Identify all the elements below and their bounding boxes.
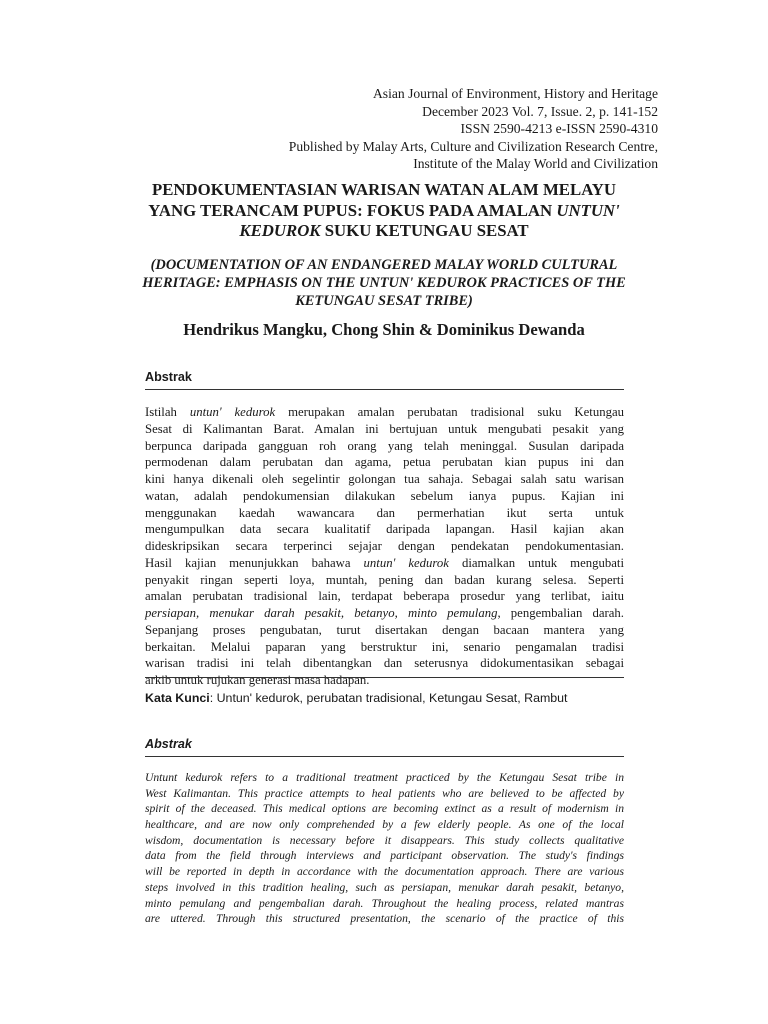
abstract-ms-label: Abstrak [145, 370, 192, 384]
abstract-ms-line [145, 605, 624, 622]
paper-title [120, 180, 648, 242]
abstract-ms-text: merupakan amalan perubatan tradisional suku Ketungau [275, 405, 624, 419]
abstract-en-line: Untunt kedurok refers to a traditional treatment practiced by the Ketungau Sesat tribe in [145, 771, 624, 784]
abstract-ms-line [145, 471, 624, 488]
abstract-ms-italic-term: untun' kedurok [189, 405, 276, 419]
divider [145, 389, 624, 390]
abstract-en-line: West Kalimantan. This practice attempts to heal patients who are believed to be affected by [145, 786, 624, 800]
abstract-en-line: steps involved in this tradition healing, such as persiapan, menukar darah pesakit, betanyo, [145, 880, 624, 894]
abstract-ms-text: berpunca daripada gangguan roh orang yang telah meninggal. Susulan daripada [145, 438, 624, 453]
abstract-ms-text: Sepanjang proses pengubatan, turut disertakan dengan bacaan mantera yang [145, 622, 624, 637]
title-line-3-text: SUKU KETUNGAU SESAT [320, 221, 529, 240]
abstract-ms-line [145, 538, 624, 555]
abstract-ms-text: penyakit ringan seperti loya, muntah, pening dan badan kurang selesa. Seperti [145, 572, 624, 587]
abstract-ms-line [145, 438, 624, 455]
abstract-en-line: spirit of the deceased. This medical options are becoming extinct as a result of modernism in [145, 802, 624, 816]
journal-header [289, 85, 658, 173]
title-line-2 [120, 201, 648, 222]
abstract-ms-text: diamalkan untuk mengubati [448, 555, 624, 570]
abstract-en-line: will be reported in depth in accordance with the documentation approach. There are various [145, 865, 624, 879]
abstract-ms-text: warisan tradisi ini telah dibentangkan dan seterusnya didokumentasikan sebagai [145, 656, 624, 671]
publisher-line-2: Institute of the Malay World and Civilization [413, 156, 658, 172]
abstract-ms-text: amalan perubatan tradisional lain, terdapat beberapa prosedur yang terlibat, iaitu [145, 589, 624, 604]
keywords-text: : Untun' kedurok, perubatan tradisional, Ketungau Sesat, Rambut [209, 691, 568, 705]
abstract-ms-line [145, 404, 624, 421]
subtitle-line-1: (DOCUMENTATION OF AN ENDANGERED MALAY WORLD CULTURAL [150, 257, 618, 273]
abstract-ms-line [145, 454, 624, 471]
abstract-en-line: are uttered. Through this structured presentation, the scenario of the practice of this [145, 912, 624, 926]
divider [145, 756, 624, 757]
abstract-ms-italic-term: untun' kedurok [363, 555, 449, 570]
title-line-2-italic: UNTUN' [556, 200, 620, 220]
publisher-line-1: Published by Malay Arts, Culture and Civilization Research Centre, [288, 138, 658, 154]
abstract-ms-text: permodenan dalam perubatan dan agama, petua perubatan kian pupus ini dan [145, 455, 624, 470]
abstract-ms-text: arkib untuk rujukan generasi masa hadapan. [145, 673, 370, 687]
abstract-ms-line [145, 521, 624, 538]
abstract-en-line: healthcare, and are now only comprehended by a few elderly people. As one of the local [145, 818, 624, 832]
abstract-en-heading [145, 737, 624, 757]
journal-issue: December 2023 Vol. 7, Issue. 2, p. 141-152 [422, 103, 658, 119]
keywords-label: Kata Kunci [145, 691, 210, 705]
abstract-ms-text: dideskripsikan secara terperinci sejajar dengan pendekatan pendokumentasian. [145, 539, 624, 553]
keywords-line [145, 691, 624, 705]
paper-subtitle [108, 256, 660, 311]
abstract-ms-line [145, 639, 624, 656]
abstract-ms-line [145, 655, 624, 672]
abstract-en-line: wisdom, documentation is necessary before it disappears. This study collects qualitative [145, 833, 624, 847]
subtitle-line-2: HERITAGE: EMPHASIS ON THE UNTUN' KEDUROK PRACTICES OF THE [142, 275, 626, 292]
abstract-en-line: data from the field through interviews and participant observation. The study's findings [145, 849, 624, 863]
abstract-ms-text: kini hanya dikenali oleh segelintir golongan tua sahaja. Sebagai salah satu warisan [145, 472, 624, 486]
abstract-ms-line [145, 555, 624, 572]
author-list: Hendrikus Mangku, Chong Shin & Dominikus Dewanda [183, 320, 585, 339]
abstract-en-line: minto pemulang and pengembalian darah. Throughout the healing process, related mantras [145, 896, 624, 910]
abstract-ms-line [145, 622, 624, 639]
title-line-2-text: YANG TERANCAM PUPUS: FOKUS PADA AMALAN [148, 200, 557, 220]
abstract-ms-text: Hasil kajian menunjukkan bahawa [145, 555, 364, 570]
abstract-ms-text: , pengembalian darah. [497, 606, 624, 620]
abstract-ms-line [145, 588, 624, 605]
title-line-3-italic: KEDUROK [239, 221, 321, 240]
abstract-en-body [145, 770, 624, 927]
abstract-ms-line [145, 505, 624, 522]
abstract-ms-text: Istilah [145, 405, 190, 419]
abstract-ms-body [145, 404, 624, 689]
journal-issn: ISSN 2590-4213 e-ISSN 2590-4310 [460, 121, 658, 137]
journal-name: Asian Journal of Environment, History and Heritage [372, 86, 658, 101]
abstract-ms-italic-term: persiapan, menukar darah pesakit, betanyo, minto pemulang [145, 606, 498, 620]
divider [145, 677, 624, 678]
keywords-block [145, 677, 624, 705]
abstract-ms-text: menggunakan kaedah wawancara dan permerhatian ikut serta untuk [145, 505, 624, 520]
abstract-ms-text: mengumpulkan data secara kualitatif daripada lapangan. Hasil kajian akan [145, 522, 624, 537]
abstract-ms-line [145, 421, 624, 438]
abstract-ms-text: watan, adalah pendokumensian dilakukan sebelum ianya pupus. Kajian ini [145, 488, 624, 503]
abstract-ms-text: Sesat di Kalimantan Barat. Amalan ini bertujuan untuk mengubati pesakit yang [145, 421, 624, 436]
abstract-ms-heading [145, 370, 624, 390]
subtitle-line-3: KETUNGAU SESAT TRIBE) [295, 293, 473, 310]
abstract-ms-line [145, 488, 624, 505]
abstract-en-label: Abstrak [145, 737, 192, 751]
title-line-3 [120, 221, 648, 242]
title-line-1: PENDOKUMENTASIAN WARISAN WATAN ALAM MELAYU [151, 180, 617, 199]
abstract-ms-text: berkaitan. Melalui paparan yang berstruktur ini, senario pengamalan tradisi [145, 639, 624, 654]
abstract-ms-line [145, 572, 624, 589]
